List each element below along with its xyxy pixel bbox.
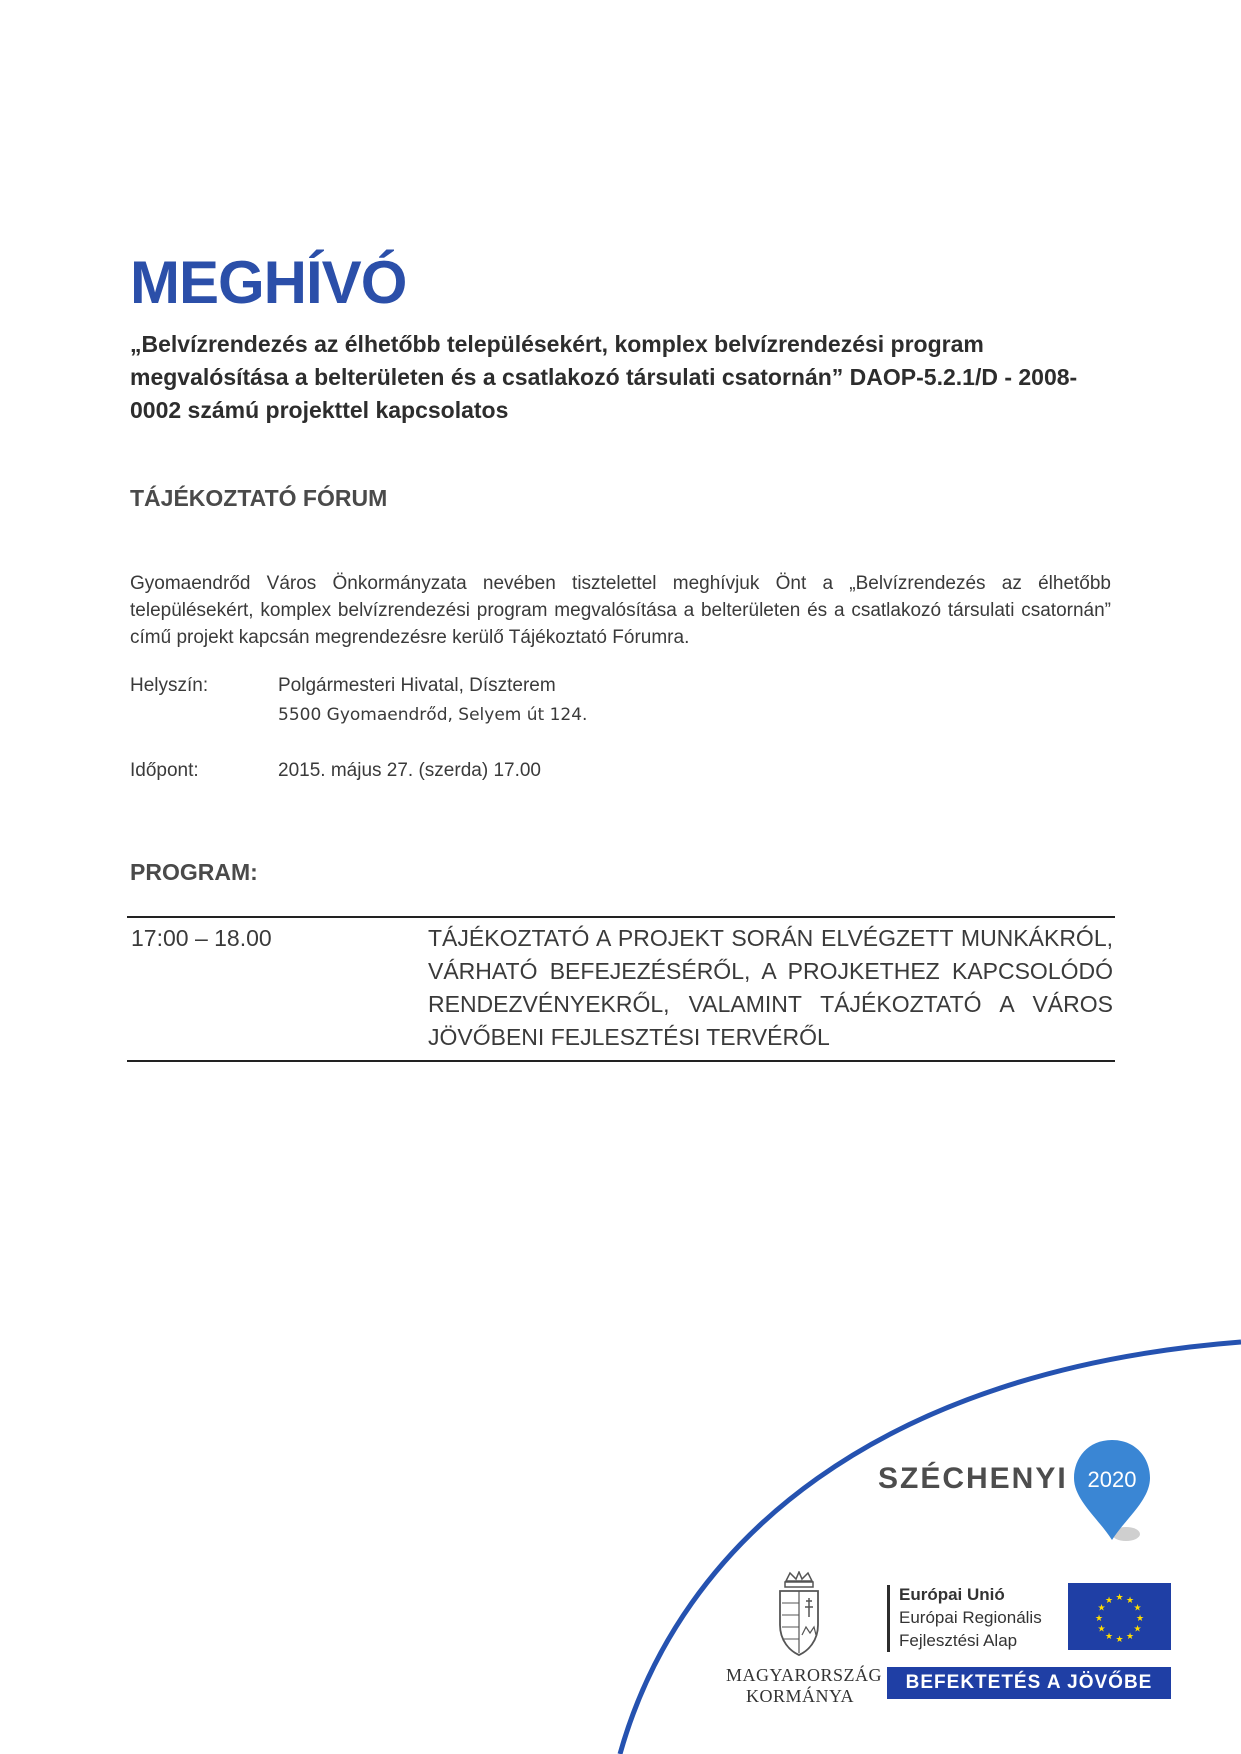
svg-text:★: ★	[1125, 1632, 1135, 1642]
location-address: 5500 Gyomaendrőd, Selyem út 124.	[278, 705, 588, 725]
svg-text:★: ★	[1115, 1635, 1124, 1645]
program-table	[127, 916, 1115, 1062]
szechenyi-year: 2020	[1087, 1467, 1137, 1492]
invest-banner: BEFEKTETÉS A JÖVŐBE	[887, 1667, 1171, 1699]
svg-text:★: ★	[1094, 1614, 1104, 1624]
svg-text:★: ★	[1135, 1614, 1145, 1624]
svg-text:★: ★	[1133, 1624, 1142, 1635]
svg-text:★: ★	[1125, 1596, 1135, 1606]
eu-fund-line1: Európai Regionális	[899, 1608, 1042, 1627]
hungarian-coat-of-arms-icon	[774, 1571, 824, 1657]
program-row	[127, 922, 1115, 1054]
svg-text:★: ★	[1115, 1593, 1124, 1603]
time-label: Időpont:	[130, 760, 199, 781]
eu-name: Európai Unió	[899, 1585, 1005, 1604]
program-description: TÁJÉKOZTATÓ A PROJEKT SORÁN ELVÉGZETT MUNKÁKRÓL, VÁRHATÓ BEFEJEZÉSÉRŐL, A PROJKETHEZ KAPCSOLÓDÓ RENDEZVÉNYEKRŐL, VALAMINT TÁJÉKOZTATÓ A VÁROS JÖVŐBENI FEJLESZTÉSI TERVÉRŐL	[428, 925, 1113, 1050]
page-title: MEGHÍVÓ	[130, 249, 407, 316]
svg-text:★: ★	[1104, 1596, 1114, 1606]
svg-text:★: ★	[1104, 1632, 1114, 1642]
eu-flag-icon	[1068, 1583, 1171, 1650]
location-value: Polgármesteri Hivatal, Díszterem	[278, 675, 556, 696]
forum-heading: TÁJÉKOZTATÓ FÓRUM	[130, 485, 388, 511]
location-label: Helyszín:	[130, 675, 209, 696]
eu-fund-line2: Fejlesztési Alap	[899, 1631, 1018, 1650]
government-name-line1: MAGYARORSZÁG	[726, 1665, 883, 1685]
svg-text:★: ★	[1133, 1603, 1142, 1614]
eu-divider	[887, 1585, 890, 1652]
program-time: 17:00 – 18.00	[131, 925, 272, 951]
program-heading: PROGRAM:	[130, 859, 258, 885]
time-value: 2015. május 27. (szerda) 17.00	[278, 760, 541, 781]
szechenyi-logo-text: SZÉCHENYI	[878, 1462, 1068, 1495]
svg-text:★: ★	[1097, 1603, 1106, 1614]
project-subtitle: „Belvízrendezés az élhetőbb településekért, komplex belvízrendezési program megvalósítása a belterületen és a csatlakozó társulati csatornán” DAOP-5.2.1/D - 2008-0002 számú projekttel kapcsolatos	[130, 331, 1078, 423]
invitation-text: Gyomaendrőd Város Önkormányzata nevében tisztelettel meghívjuk Önt a „Belvízrendezés az élhetőbb településekért, komplex belvízrendezési program megvalósítása a belterületen és a csatlakozó társulati csatornán” című projekt kapcsán megrendezésre kerülő Tájékoztató Fórumra.	[130, 573, 1111, 648]
government-name-line2: KORMÁNYA	[745, 1686, 854, 1706]
svg-text:★: ★	[1097, 1624, 1106, 1635]
